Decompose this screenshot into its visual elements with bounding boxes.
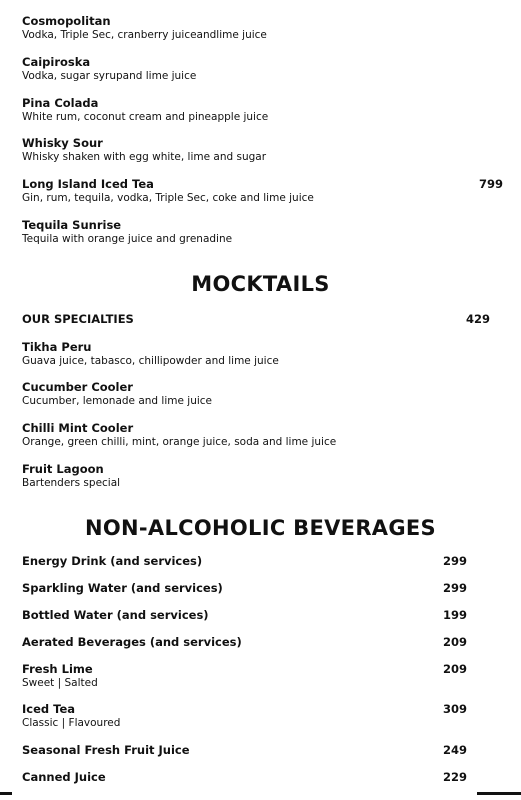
menu-item	[22, 608, 209, 622]
item-name: Bottled Water (and services)	[22, 608, 209, 622]
menu-item	[22, 702, 120, 730]
specialties-price: 429	[466, 312, 491, 326]
item-name: Whisky Sour	[22, 136, 103, 150]
menu-item	[22, 554, 202, 568]
item-price: 199	[443, 608, 468, 622]
item-name: Fresh Lime	[22, 662, 93, 676]
item-name: Fruit Lagoon	[22, 462, 104, 476]
page-edge-mark-right	[477, 792, 521, 795]
item-description: Vodka, sugar syrupand lime juice	[22, 70, 197, 82]
menu-item	[22, 96, 268, 124]
item-description: White rum, coconut cream and pineapple juice	[22, 111, 269, 123]
section-heading-beverages: NON-ALCOHOLIC BEVERAGES	[85, 516, 436, 540]
item-price: 209	[443, 635, 468, 649]
menu-item	[22, 340, 279, 368]
item-price: 229	[443, 770, 468, 784]
menu-item	[22, 136, 266, 164]
menu-item	[22, 770, 106, 784]
menu-item	[22, 421, 336, 449]
item-name: Aerated Beverages (and services)	[22, 635, 242, 649]
item-name: Pina Colada	[22, 96, 99, 110]
item-name: Seasonal Fresh Fruit Juice	[22, 743, 190, 757]
item-price: 799	[479, 177, 504, 191]
section-heading-mocktails: MOCKTAILS	[191, 272, 330, 296]
item-price: 299	[443, 554, 468, 568]
item-name: Chilli Mint Cooler	[22, 421, 134, 435]
menu-item	[22, 662, 98, 690]
item-description: Orange, green chilli, mint, orange juice, soda and lime juice	[22, 436, 337, 448]
item-description: Classic | Flavoured	[22, 717, 121, 729]
menu-item	[22, 581, 223, 595]
item-price: 209	[443, 662, 468, 676]
item-description: Guava juice, tabasco, chillipowder and lime juice	[22, 355, 279, 367]
page-edge-mark-left	[0, 792, 12, 795]
item-name: Tequila Sunrise	[22, 218, 122, 232]
item-name: Tikha Peru	[22, 340, 92, 354]
item-name: Sparkling Water (and services)	[22, 581, 223, 595]
item-price: 249	[443, 743, 468, 757]
menu-item	[22, 55, 196, 83]
item-description: Whisky shaken with egg white, lime and sugar	[22, 151, 267, 163]
item-name: Caipiroska	[22, 55, 91, 69]
item-name: Long Island Iced Tea	[22, 177, 154, 191]
item-name: Energy Drink (and services)	[22, 554, 203, 568]
menu-item	[22, 743, 190, 757]
item-description: Vodka, Triple Sec, cranberry juiceandlime juice	[22, 29, 267, 41]
item-name: Cucumber Cooler	[22, 380, 133, 394]
subheading-specialties: OUR SPECIALTIES	[22, 312, 134, 326]
menu-item	[22, 462, 120, 490]
item-description: Gin, rum, tequila, vodka, Triple Sec, coke and lime juice	[22, 192, 314, 204]
item-price: 299	[443, 581, 468, 595]
menu-item	[22, 218, 232, 246]
item-name: Canned Juice	[22, 770, 106, 784]
menu-item	[22, 177, 314, 205]
menu-item	[22, 635, 242, 649]
item-name: Iced Tea	[22, 702, 76, 716]
item-description: Bartenders special	[22, 477, 121, 489]
item-price: 309	[443, 702, 468, 716]
item-name: Cosmopolitan	[22, 14, 111, 28]
menu-item	[22, 14, 267, 42]
item-description: Sweet | Salted	[22, 677, 98, 689]
item-description: Cucumber, lemonade and lime juice	[22, 395, 213, 407]
item-description: Tequila with orange juice and grenadine	[22, 233, 233, 245]
menu-item	[22, 380, 212, 408]
